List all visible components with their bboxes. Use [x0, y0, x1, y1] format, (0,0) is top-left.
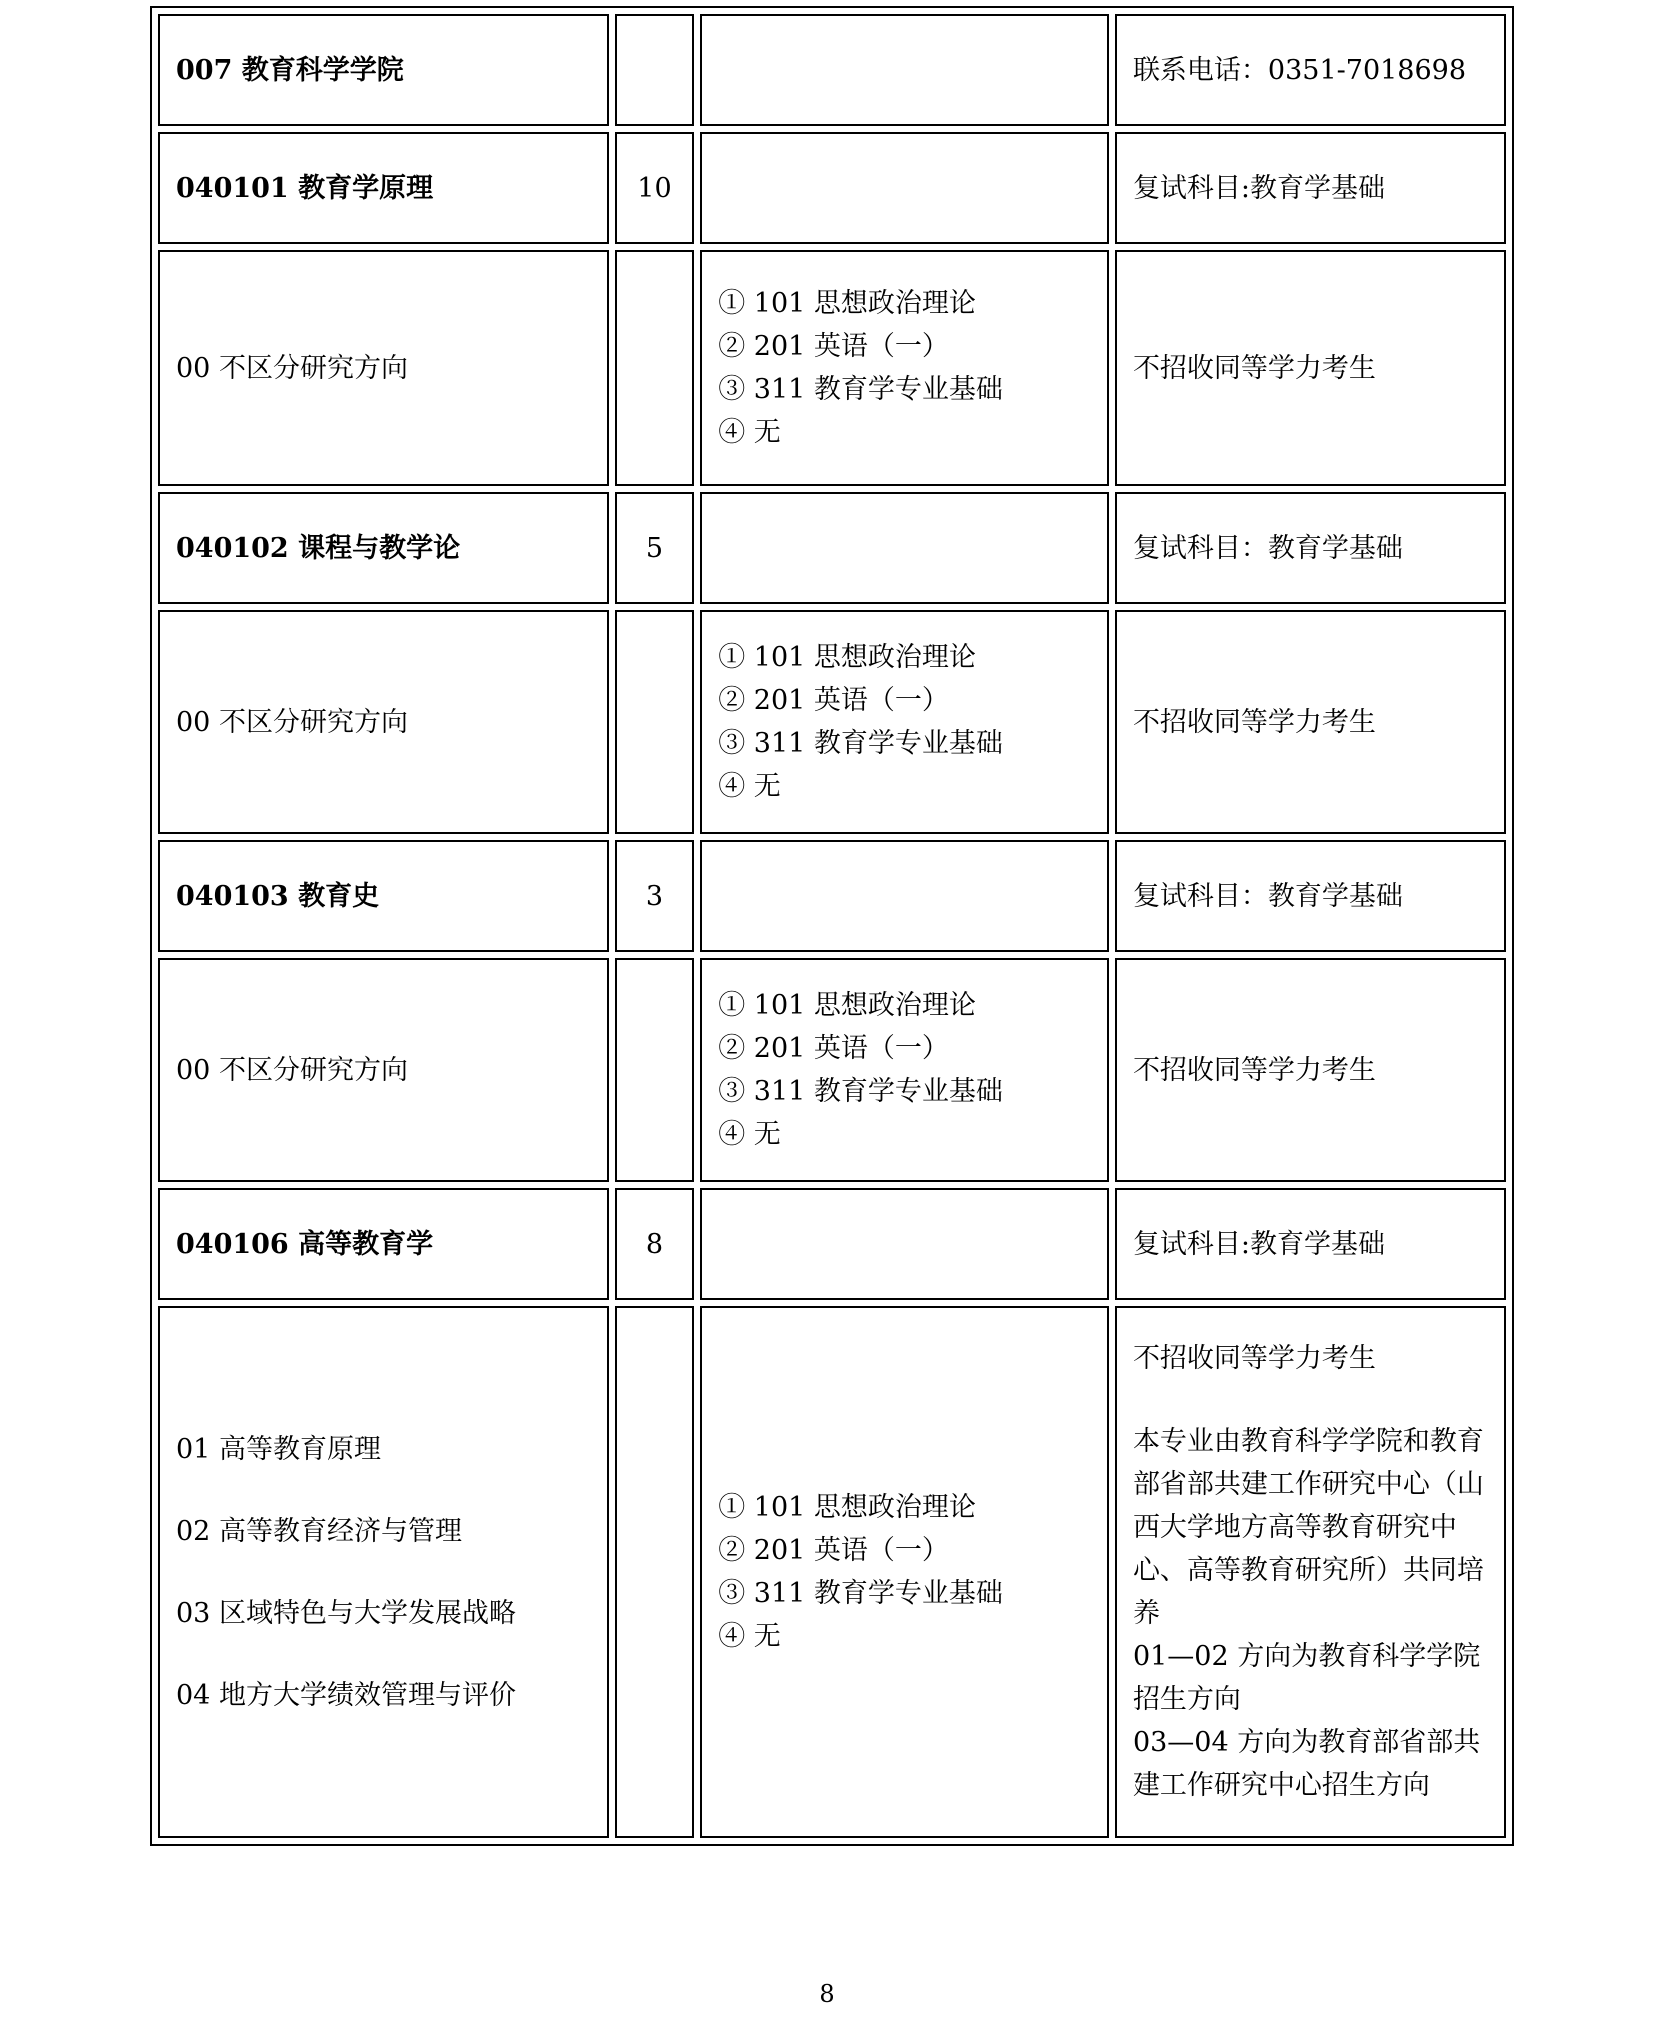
major-name: 040106 高等教育学: [158, 1188, 609, 1300]
direction: 00 不区分研究方向: [158, 610, 609, 834]
direction: 00 不区分研究方向: [158, 250, 609, 486]
empty-cell: [700, 14, 1109, 126]
note: 不招收同等学力考生: [1115, 610, 1506, 834]
direction: 04 地方大学绩效管理与评价: [176, 1679, 516, 1711]
college-row: [158, 14, 1506, 126]
empty-cell: [615, 1306, 695, 1838]
exam-subject: ④ 无: [718, 417, 781, 448]
note: 不招收同等学力考生: [1115, 250, 1506, 486]
exam-subject: ④ 无: [718, 1119, 781, 1150]
empty-cell: [700, 840, 1109, 952]
note-extra: 01—02 方向为教育科学学院招生方向: [1132, 1641, 1481, 1715]
direction: 00 不区分研究方向: [158, 958, 609, 1182]
empty-cell: [615, 610, 695, 834]
major-row: [158, 132, 1506, 244]
exam-subject: ② 201 英语（一）: [718, 685, 949, 716]
empty-cell: [700, 1188, 1109, 1300]
exam-subject: ③ 311 教育学专业基础: [718, 728, 1003, 759]
exam-subject: ② 201 英语（一）: [718, 331, 949, 362]
exam-subjects: [700, 1306, 1109, 1838]
exam-subjects: [700, 610, 1109, 834]
direction-row: [158, 1306, 1506, 1838]
exam-subject: ③ 311 教育学专业基础: [718, 1578, 1003, 1609]
note: 不招收同等学力考生: [1115, 958, 1506, 1182]
direction: 01 高等教育原理: [176, 1433, 381, 1465]
exam-subjects: [700, 250, 1109, 486]
note-extra: 03—04 方向为教育部省部共建工作研究中心招生方向: [1132, 1727, 1481, 1801]
major-row: [158, 1188, 1506, 1300]
exam-subject: ④ 无: [718, 1621, 781, 1652]
direction-row: [158, 958, 1506, 1182]
empty-cell: [700, 132, 1109, 244]
page-number: 8: [819, 1980, 835, 2008]
quota: 3: [615, 840, 695, 952]
direction: 03 区域特色与大学发展战略: [176, 1597, 516, 1629]
direction-list: [158, 1306, 609, 1838]
exam-subjects: [700, 958, 1109, 1182]
major-row: [158, 492, 1506, 604]
exam-subject: ④ 无: [718, 771, 781, 802]
exam-subject: ② 201 英语（一）: [718, 1033, 949, 1064]
major-row: [158, 840, 1506, 952]
college-contact: 联系电话：0351-7018698: [1115, 14, 1506, 126]
exam-subject: ① 101 思想政治理论: [718, 1492, 976, 1523]
exam-subject: ③ 311 教育学专业基础: [718, 1076, 1003, 1107]
major-name: 040101 教育学原理: [158, 132, 609, 244]
exam-subject: ② 201 英语（一）: [718, 1535, 949, 1566]
empty-cell: [615, 250, 695, 486]
quota: 5: [615, 492, 695, 604]
empty-cell: [615, 14, 695, 126]
direction-row: [158, 610, 1506, 834]
major-name: 040102 课程与教学论: [158, 492, 609, 604]
retest-subject: 复试科目：教育学基础: [1115, 840, 1506, 952]
note-extra: 本专业由教育科学学院和教育部省部共建工作研究中心（山西大学地方高等教育研究中心、高等教育研究所）共同培养: [1132, 1426, 1484, 1629]
note: 不招收同等学力考生: [1132, 1343, 1376, 1374]
empty-cell: [700, 492, 1109, 604]
major-name: 040103 教育史: [158, 840, 609, 952]
quota: 8: [615, 1188, 695, 1300]
direction: 02 高等教育经济与管理: [176, 1515, 462, 1547]
empty-cell: [615, 958, 695, 1182]
retest-subject: 复试科目：教育学基础: [1115, 492, 1506, 604]
note-block: [1115, 1306, 1506, 1838]
quota: 10: [615, 132, 695, 244]
exam-subject: ① 101 思想政治理论: [718, 990, 976, 1021]
spacer: [1133, 1380, 1488, 1420]
retest-subject: 复试科目:教育学基础: [1115, 132, 1506, 244]
enrollment-table: [150, 6, 1514, 1846]
exam-subject: ① 101 思想政治理论: [718, 288, 976, 319]
college-name: 007 教育科学学院: [158, 14, 609, 126]
direction-row: [158, 250, 1506, 486]
exam-subject: ③ 311 教育学专业基础: [718, 374, 1003, 405]
exam-subject: ① 101 思想政治理论: [718, 642, 976, 673]
retest-subject: 复试科目:教育学基础: [1115, 1188, 1506, 1300]
